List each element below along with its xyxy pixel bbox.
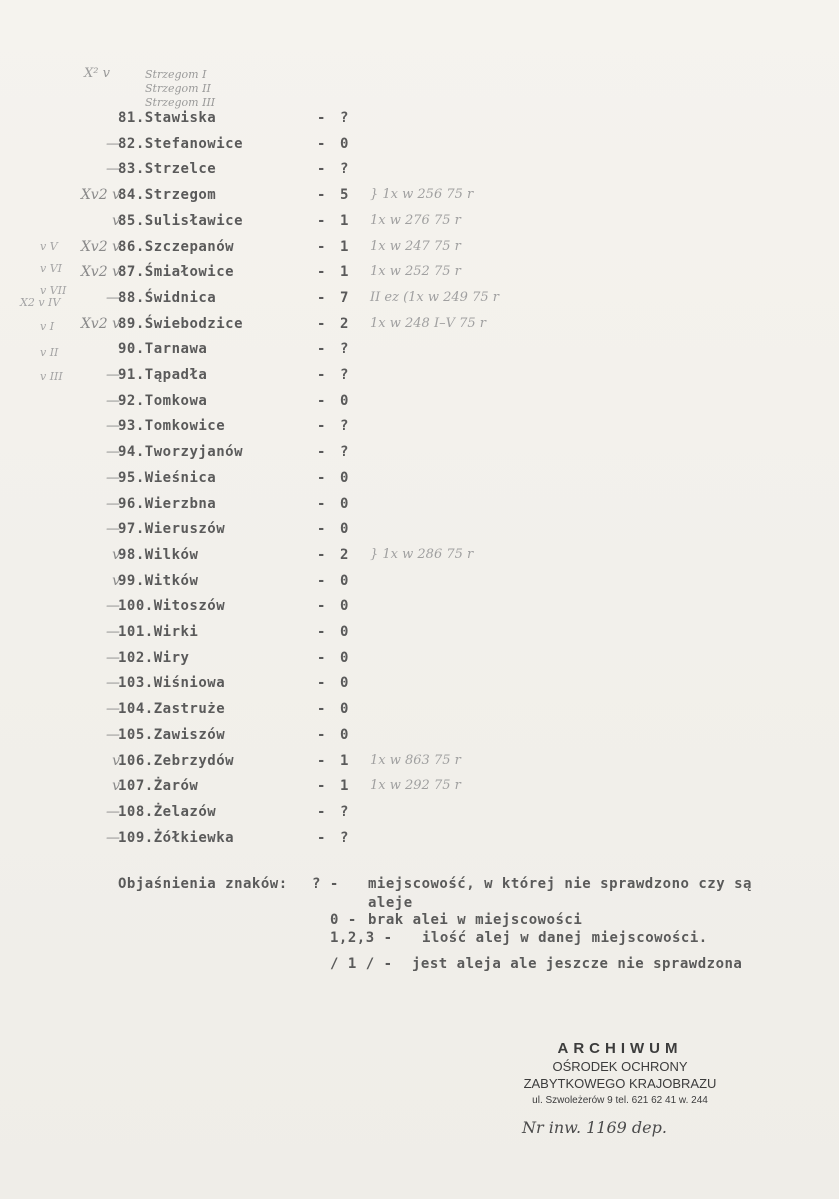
row-label bbox=[118, 830, 234, 846]
row-value: 0 bbox=[340, 649, 349, 666]
row-place-name: Świebodzice bbox=[144, 315, 244, 332]
row-dash: - bbox=[317, 598, 326, 615]
row-place-name: Tomkowice bbox=[144, 418, 226, 435]
legend-zero-text: brak alei w miejscowości bbox=[368, 912, 583, 928]
row-value: 1 bbox=[340, 212, 349, 229]
row-label bbox=[118, 778, 198, 794]
row-mark: v bbox=[112, 546, 120, 563]
row-place-name: Żółkiewka bbox=[153, 829, 235, 846]
list-item bbox=[0, 521, 839, 543]
row-dash: - bbox=[317, 341, 326, 358]
row-place-name: Tworzyjanów bbox=[144, 444, 244, 461]
row-place-name: Stefanowice bbox=[144, 135, 244, 152]
row-dash: - bbox=[317, 110, 326, 126]
row-place-name: Wilków bbox=[144, 546, 199, 563]
header-name: Strzegom I bbox=[145, 68, 207, 81]
row-value: 0 bbox=[340, 726, 349, 743]
side-mark: v III bbox=[40, 370, 63, 383]
row-mark: — bbox=[106, 367, 120, 383]
row-label bbox=[118, 290, 216, 306]
row-place-name: Strzegom bbox=[144, 187, 217, 204]
row-number: 91. bbox=[118, 367, 145, 383]
side-mark: v VI bbox=[40, 262, 62, 275]
list-item bbox=[0, 496, 839, 518]
row-mark: — bbox=[106, 701, 120, 718]
row-number: 109. bbox=[118, 829, 154, 846]
list-item bbox=[0, 753, 839, 775]
row-note: 1x w 292 75 r bbox=[370, 778, 461, 794]
row-label bbox=[118, 650, 189, 666]
archive-stamp bbox=[500, 1040, 740, 1106]
row-number: 90. bbox=[118, 341, 145, 358]
row-mark: — bbox=[106, 418, 120, 435]
row-dash: - bbox=[317, 444, 326, 461]
list-item bbox=[0, 110, 839, 132]
list-item bbox=[0, 830, 839, 852]
row-number: 87. bbox=[118, 264, 145, 281]
list-item bbox=[0, 161, 839, 183]
row-mark: — bbox=[106, 135, 120, 152]
row-place-name: Wierzbna bbox=[144, 495, 217, 512]
row-dash: - bbox=[317, 829, 326, 846]
row-place-name: Szczepanów bbox=[144, 238, 235, 255]
row-dash: - bbox=[317, 649, 326, 666]
row-place-name: Zawiszów bbox=[153, 726, 226, 743]
row-number: 104. bbox=[118, 701, 154, 718]
row-value: ? bbox=[340, 829, 349, 846]
row-mark: — bbox=[106, 469, 120, 486]
list-item bbox=[0, 624, 839, 646]
row-place-name: Zastruże bbox=[153, 701, 226, 718]
row-dash: - bbox=[317, 135, 326, 152]
row-value: ? bbox=[340, 444, 349, 461]
side-mark: v I bbox=[40, 320, 55, 333]
legend-heading: Objaśnienia znaków: bbox=[118, 876, 288, 892]
row-place-name: Tomkowa bbox=[144, 392, 208, 409]
row-mark: — bbox=[106, 495, 120, 512]
side-mark: v V bbox=[40, 240, 58, 253]
row-value: 1 bbox=[340, 238, 349, 255]
row-dash: - bbox=[317, 264, 326, 281]
row-note: } 1x w 286 75 r bbox=[370, 546, 474, 562]
row-value: ? bbox=[340, 341, 349, 358]
row-value: ? bbox=[340, 110, 349, 126]
row-value: ? bbox=[340, 367, 349, 383]
row-mark: — bbox=[106, 444, 120, 461]
list-item bbox=[0, 727, 839, 749]
list-item bbox=[0, 598, 839, 620]
row-note: 1x w 863 75 r bbox=[370, 752, 461, 768]
row-label bbox=[118, 213, 243, 229]
row-note: II ez (1x w 249 75 r bbox=[370, 289, 499, 305]
stamp-title: ARCHIWUM bbox=[557, 1040, 683, 1057]
row-label bbox=[118, 753, 234, 769]
header-mark: X² v bbox=[84, 66, 110, 81]
row-value: 0 bbox=[340, 624, 349, 640]
row-mark: — bbox=[106, 161, 120, 178]
row-value: 2 bbox=[340, 315, 349, 332]
row-number: 106. bbox=[118, 752, 154, 769]
row-mark: v bbox=[112, 572, 120, 589]
row-label bbox=[118, 418, 225, 434]
row-number: 101. bbox=[118, 624, 154, 640]
row-label bbox=[118, 624, 198, 640]
row-place-name: Strzelce bbox=[144, 161, 217, 178]
row-label bbox=[118, 573, 198, 589]
row-dash: - bbox=[317, 187, 326, 204]
list-item bbox=[0, 418, 839, 440]
row-number: 103. bbox=[118, 675, 154, 692]
row-mark: Xv2 v bbox=[80, 238, 120, 255]
row-label bbox=[118, 136, 243, 152]
row-number: 96. bbox=[118, 495, 145, 512]
list-item bbox=[0, 341, 839, 363]
row-mark: — bbox=[106, 726, 120, 743]
row-value: 0 bbox=[340, 521, 349, 538]
row-place-name: Witków bbox=[144, 572, 199, 589]
row-number: 107. bbox=[118, 778, 154, 795]
list-item bbox=[0, 444, 839, 466]
side-mark: v VII bbox=[40, 284, 67, 297]
row-label bbox=[118, 521, 225, 537]
side-mark: X2 v IV bbox=[20, 296, 61, 309]
row-label bbox=[118, 496, 216, 512]
row-number: 105. bbox=[118, 726, 154, 743]
row-mark: — bbox=[106, 829, 120, 846]
row-place-name: Śmiałowice bbox=[144, 264, 235, 281]
legend-q-text2: aleje bbox=[368, 895, 413, 911]
row-value: 0 bbox=[340, 469, 349, 486]
row-dash: - bbox=[317, 469, 326, 486]
row-value: 0 bbox=[340, 495, 349, 512]
row-number: 102. bbox=[118, 649, 154, 666]
row-label bbox=[118, 341, 207, 357]
row-place-name: Wirki bbox=[153, 624, 199, 640]
row-dash: - bbox=[317, 289, 326, 306]
list-item bbox=[0, 290, 839, 312]
row-place-name: Tarnawa bbox=[144, 341, 208, 358]
list-item bbox=[0, 239, 839, 261]
row-label bbox=[118, 316, 243, 332]
list-item bbox=[0, 470, 839, 492]
row-value: 0 bbox=[340, 135, 349, 152]
row-value: 1 bbox=[340, 778, 349, 795]
list-item bbox=[0, 650, 839, 672]
row-mark: — bbox=[106, 521, 120, 538]
row-label bbox=[118, 701, 225, 717]
row-dash: - bbox=[317, 546, 326, 563]
row-place-name: Witoszów bbox=[153, 598, 226, 615]
row-note: 1x w 248 I–V 75 r bbox=[370, 315, 486, 331]
list-item bbox=[0, 213, 839, 235]
row-value: 0 bbox=[340, 675, 349, 692]
legend-zero-key: 0 - bbox=[330, 912, 357, 928]
row-mark: — bbox=[106, 289, 120, 306]
row-dash: - bbox=[317, 367, 326, 383]
legend-num-key: 1,2,3 - bbox=[330, 930, 393, 946]
row-number: 85. bbox=[118, 212, 145, 229]
list-item bbox=[0, 264, 839, 286]
list-item bbox=[0, 547, 839, 569]
row-label bbox=[118, 470, 216, 486]
row-place-name: Wieśnica bbox=[144, 469, 217, 486]
row-value: ? bbox=[340, 161, 349, 178]
row-place-name: Wieruszów bbox=[144, 521, 226, 538]
row-value: ? bbox=[340, 418, 349, 435]
row-dash: - bbox=[317, 624, 326, 640]
legend-q-key: ? - bbox=[312, 876, 339, 892]
legend-slash-key: / 1 / - bbox=[330, 956, 393, 972]
row-label bbox=[118, 161, 216, 177]
row-mark: — bbox=[106, 624, 120, 640]
row-place-name: Świdnica bbox=[144, 289, 217, 306]
row-place-name: Stawiska bbox=[144, 110, 217, 126]
row-number: 84. bbox=[118, 187, 145, 204]
row-value: ? bbox=[340, 803, 349, 820]
row-dash: - bbox=[317, 392, 326, 409]
row-label bbox=[118, 804, 216, 820]
header-name: Strzegom III bbox=[145, 96, 216, 109]
row-label bbox=[118, 727, 225, 743]
legend-q-text: miejscowość, w której nie sprawdzono czy są bbox=[368, 876, 752, 892]
row-mark: — bbox=[106, 803, 120, 820]
row-place-name: Żelazów bbox=[153, 803, 217, 820]
row-label bbox=[118, 598, 225, 614]
row-number: 88. bbox=[118, 289, 145, 306]
row-number: 98. bbox=[118, 546, 145, 563]
row-number: 82. bbox=[118, 135, 145, 152]
row-place-name: Wiry bbox=[153, 649, 190, 666]
row-dash: - bbox=[317, 212, 326, 229]
row-number: 95. bbox=[118, 469, 145, 486]
row-place-name: Wiśniowa bbox=[153, 675, 226, 692]
list-item bbox=[0, 804, 839, 826]
row-dash: - bbox=[317, 161, 326, 178]
row-note: 1x w 252 75 r bbox=[370, 264, 461, 280]
row-dash: - bbox=[317, 238, 326, 255]
row-place-name: Tąpadła bbox=[144, 367, 208, 383]
row-mark: Xv2 v bbox=[80, 264, 120, 281]
stamp-line2: OŚRODEK OCHRONY bbox=[552, 1059, 688, 1074]
list-item bbox=[0, 573, 839, 595]
row-number: 100. bbox=[118, 598, 154, 615]
list-item bbox=[0, 316, 839, 338]
row-mark: — bbox=[106, 598, 120, 615]
row-mark: Xv2 v bbox=[80, 187, 120, 204]
row-note: } 1x w 256 75 r bbox=[370, 187, 474, 203]
row-value: 1 bbox=[340, 752, 349, 769]
stamp-line3: ZABYTKOWEGO KRAJOBRAZU bbox=[523, 1076, 717, 1091]
list-item bbox=[0, 367, 839, 389]
row-label bbox=[118, 393, 207, 409]
row-label bbox=[118, 239, 234, 255]
row-note: 1x w 247 75 r bbox=[370, 238, 461, 254]
row-value: 7 bbox=[340, 289, 349, 306]
row-number: 86. bbox=[118, 238, 145, 255]
row-number: 81. bbox=[118, 110, 145, 126]
row-dash: - bbox=[317, 726, 326, 743]
row-number: 93. bbox=[118, 418, 145, 435]
row-label bbox=[118, 110, 216, 126]
list-item bbox=[0, 675, 839, 697]
row-mark: — bbox=[106, 649, 120, 666]
list-item bbox=[0, 393, 839, 415]
legend-slash-text: jest aleja ale jeszcze nie sprawdzona bbox=[412, 956, 743, 972]
row-note: 1x w 276 75 r bbox=[370, 212, 461, 228]
row-number: 97. bbox=[118, 521, 145, 538]
row-mark: Xv2 v bbox=[80, 315, 120, 332]
row-label bbox=[118, 367, 207, 383]
list-item bbox=[0, 187, 839, 209]
row-mark: v bbox=[112, 212, 120, 229]
row-mark: v bbox=[112, 778, 120, 795]
row-number: 89. bbox=[118, 315, 145, 332]
list-item bbox=[0, 701, 839, 723]
row-number: 94. bbox=[118, 444, 145, 461]
row-value: 0 bbox=[340, 701, 349, 718]
row-value: 5 bbox=[340, 187, 349, 204]
row-number: 83. bbox=[118, 161, 145, 178]
row-dash: - bbox=[317, 752, 326, 769]
row-place-name: Sulisławice bbox=[144, 212, 244, 229]
stamp-line4: ul. Szwoleżerów 9 tel. 621 62 41 w. 244 bbox=[532, 1095, 708, 1106]
row-mark: — bbox=[106, 675, 120, 692]
row-dash: - bbox=[317, 803, 326, 820]
row-label bbox=[118, 444, 243, 460]
row-dash: - bbox=[317, 418, 326, 435]
header-name: Strzegom II bbox=[145, 82, 211, 95]
row-value: 0 bbox=[340, 598, 349, 615]
list-item bbox=[0, 778, 839, 800]
row-dash: - bbox=[317, 701, 326, 718]
row-dash: - bbox=[317, 521, 326, 538]
inventory-number: Nr inw. 1169 dep. bbox=[522, 1118, 667, 1137]
row-value: 1 bbox=[340, 264, 349, 281]
row-number: 108. bbox=[118, 803, 154, 820]
row-value: 0 bbox=[340, 392, 349, 409]
row-mark: v bbox=[112, 752, 120, 769]
row-dash: - bbox=[317, 572, 326, 589]
row-number: 99. bbox=[118, 572, 145, 589]
row-label bbox=[118, 264, 234, 280]
row-number: 92. bbox=[118, 392, 145, 409]
row-value: 0 bbox=[340, 572, 349, 589]
row-label bbox=[118, 187, 216, 203]
row-label bbox=[118, 675, 225, 691]
row-mark: — bbox=[106, 392, 120, 409]
list-item bbox=[0, 136, 839, 158]
side-mark: v II bbox=[40, 346, 59, 359]
row-place-name: Żarów bbox=[153, 778, 199, 795]
legend-num-text: ilość alej w danej miejscowości. bbox=[422, 930, 708, 946]
row-dash: - bbox=[317, 675, 326, 692]
row-dash: - bbox=[317, 495, 326, 512]
row-dash: - bbox=[317, 315, 326, 332]
row-dash: - bbox=[317, 778, 326, 795]
row-place-name: Zebrzydów bbox=[153, 752, 235, 769]
row-value: 2 bbox=[340, 546, 349, 563]
row-label bbox=[118, 547, 198, 563]
